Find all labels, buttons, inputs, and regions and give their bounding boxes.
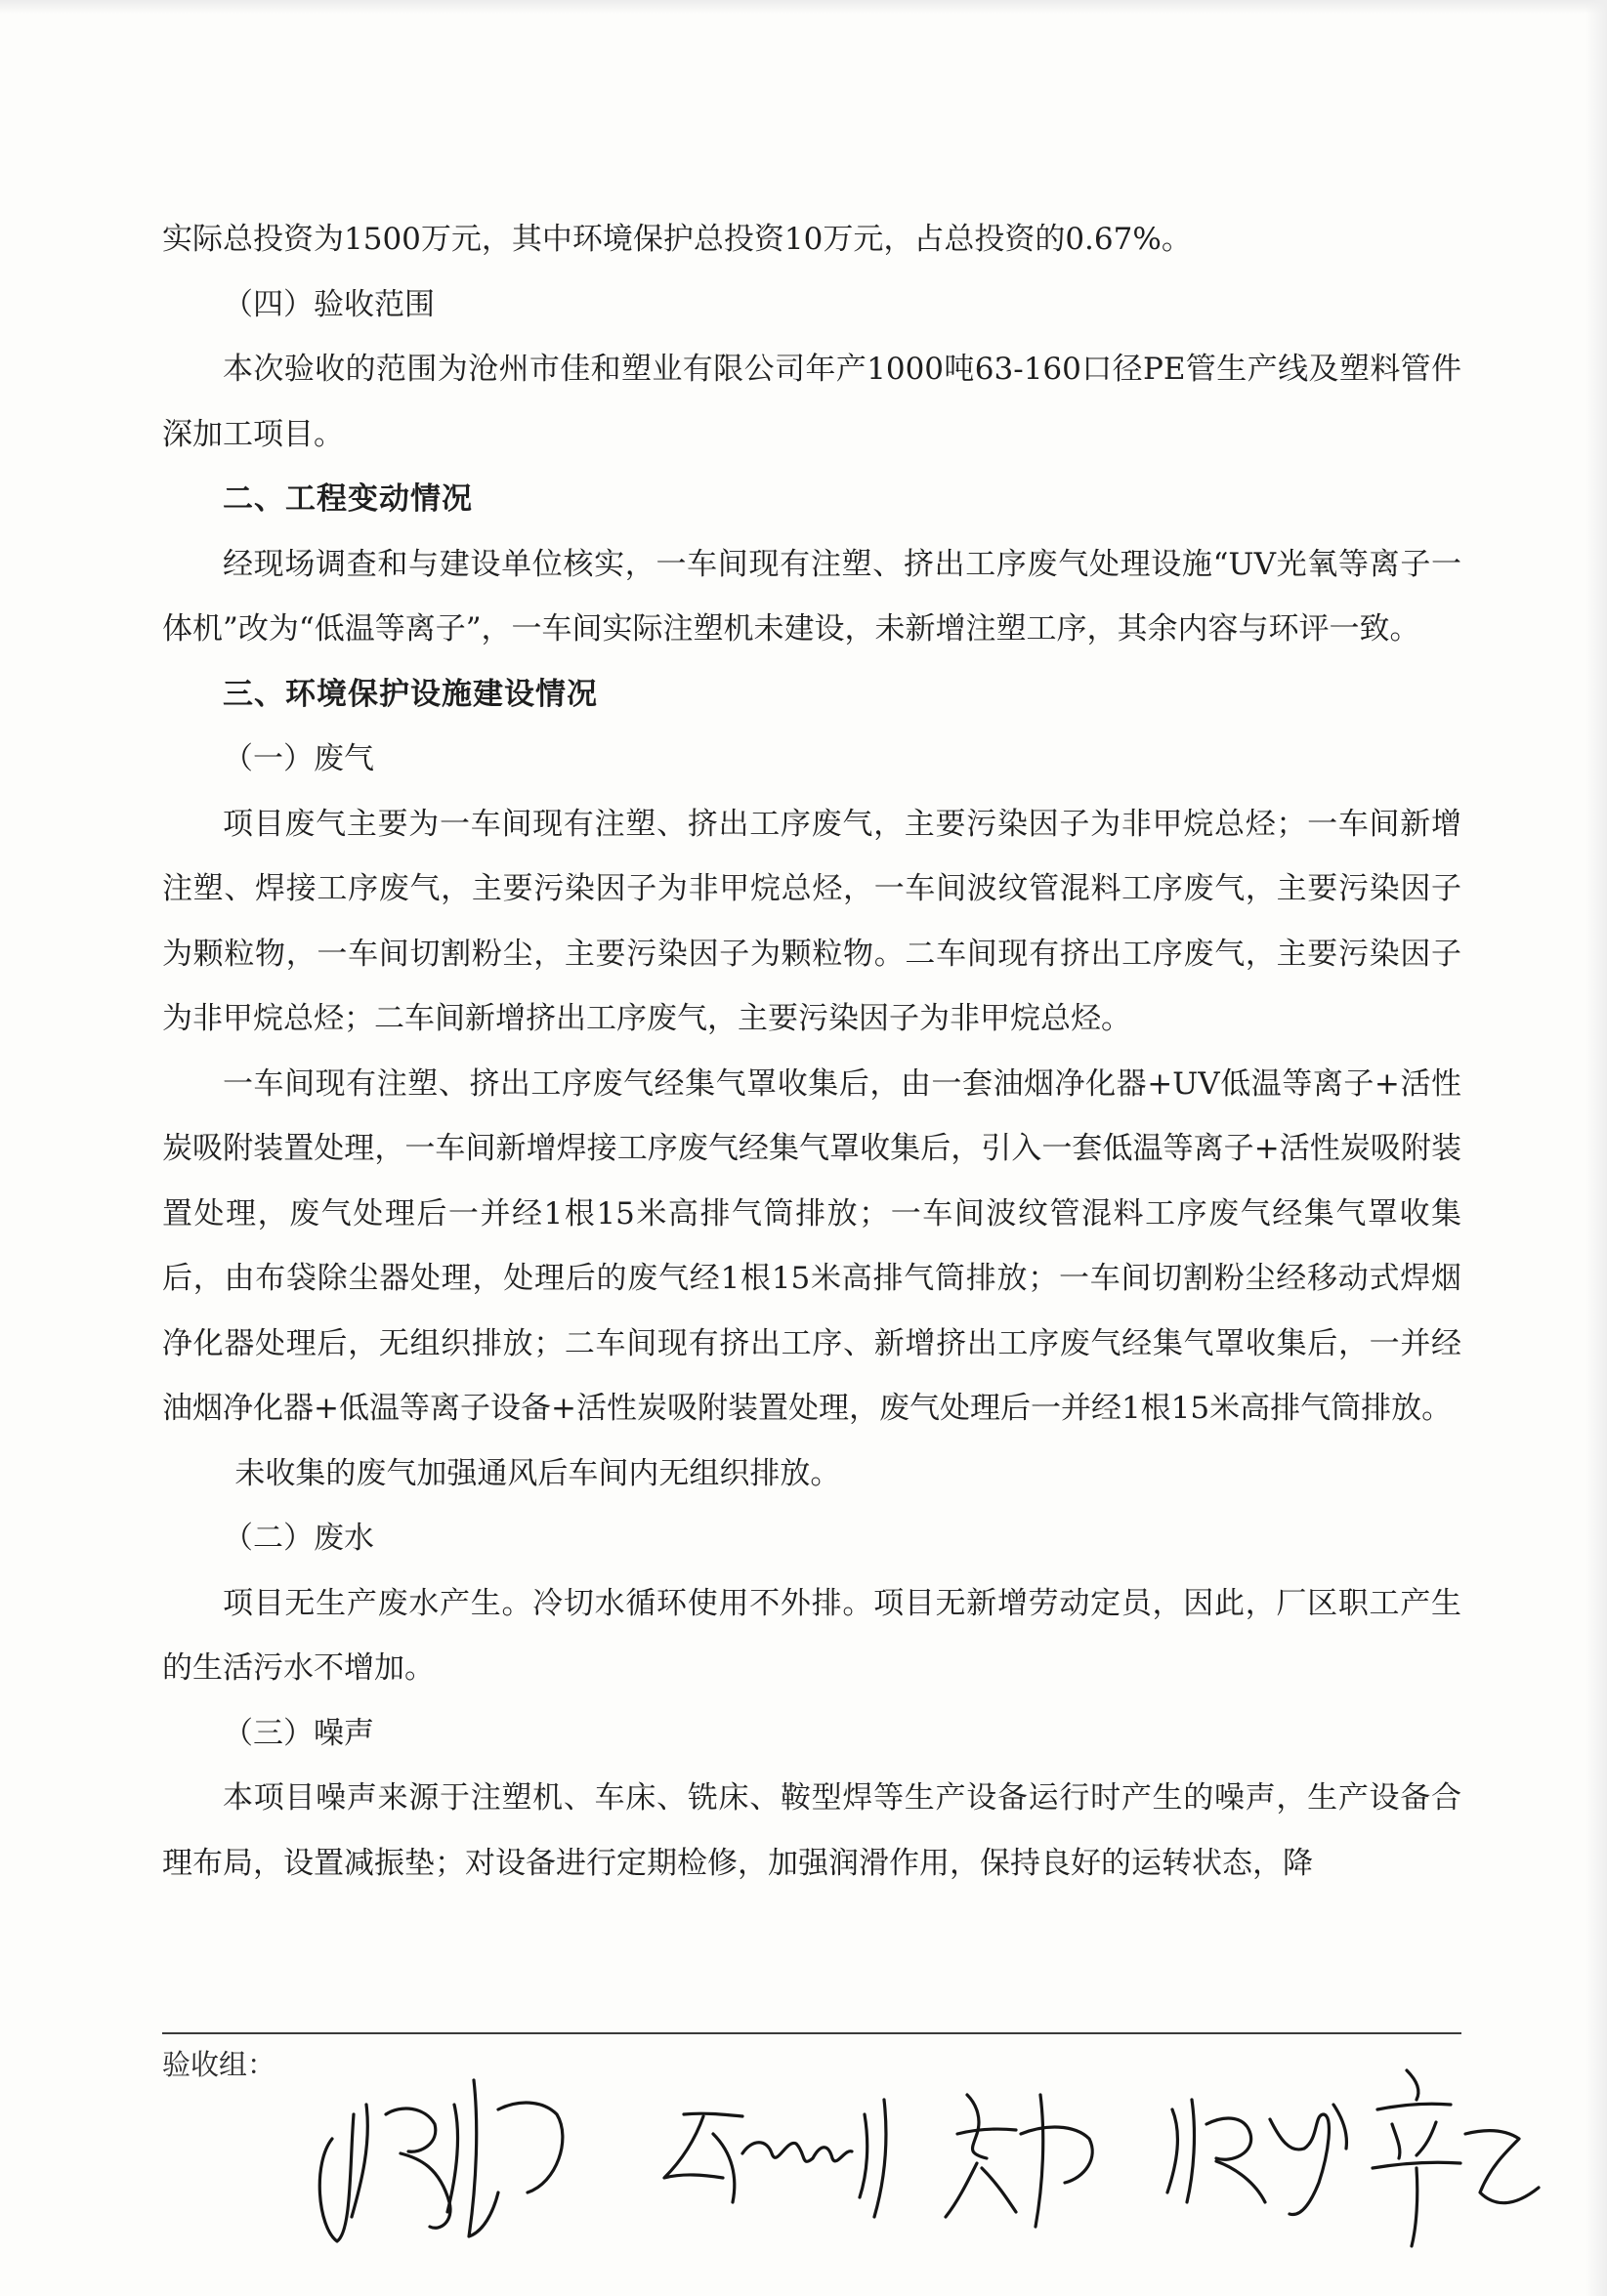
paragraph-engineering-changes: 经现场调查和与建设单位核实，一车间现有注塑、挤出工序废气处理设施“UV光氧等离子一体机”改为“低温等离子”，一车间实际注塑机未建设，未新增注塑工序，其余内容与环评一致。 <box>162 546 1461 647</box>
heading-engineering-changes: 二、工程变动情况 <box>223 481 473 517</box>
subheading-wastewater: （二）废水 <box>223 1521 374 1556</box>
subheading-acceptance-scope: （四）验收范围 <box>223 286 435 322</box>
scan-edge-right <box>1586 0 1607 2296</box>
subheading-exhaust-gas: （一）废气 <box>223 741 374 776</box>
signature-area <box>293 2046 1563 2251</box>
signature-2 <box>664 2100 886 2217</box>
acceptance-team-label: 验收组： <box>162 2048 276 2081</box>
signature-5 <box>1373 2070 1539 2246</box>
signature-1 <box>319 2080 563 2241</box>
document-body <box>162 207 1461 1896</box>
footer-divider <box>162 2032 1461 2034</box>
scan-edge-top <box>0 0 1607 14</box>
paragraph-acceptance-scope: 本次验收的范围为沧州市佳和塑业有限公司年产1000吨63-160口径PE管生产线及塑料管件深加工项目。 <box>162 352 1461 452</box>
subheading-noise: （三）噪声 <box>223 1715 374 1751</box>
paragraph-wastewater: 项目无生产废水产生。冷切水循环使用不外排。项目无新增劳动定员，因此，厂区职工产生的生活污水不增加。 <box>162 1585 1461 1686</box>
signature-4 <box>1167 2100 1346 2215</box>
handwritten-signatures <box>293 2046 1563 2251</box>
paragraph-exhaust-treatment: 一车间现有注塑、挤出工序废气经集气罩收集后，由一套油烟净化器+UV低温等离子+活性炭吸附装置处理，一车间新增焊接工序废气经集气罩收集后，引入一套低温等离子+活性炭吸附装置处理，废气处理后一并经1根15米高排气筒排放；一车间波纹管混料工序废气经集气罩收集后，由布袋除尘器处理，处理后的废气经1根15米高排气筒排放；一车间切割粉尘经移动式焊烟净化器处理后，无组织排放；二车间现有挤出工序、新增挤出工序废气经集气罩收集后，一并经油烟净化器+低温等离子设备+活性炭吸附装置处理，废气处理后一并经1根15米高排气筒排放。 <box>162 1065 1461 1426</box>
paragraph-uncollected-gas: 未收集的废气加强通风后车间内无组织排放。 <box>234 1455 841 1491</box>
paragraph-investment: 实际总投资为1500万元，其中环境保护总投资10万元，占总投资的0.67%。 <box>162 222 1192 257</box>
paragraph-noise: 本项目噪声来源于注塑机、车床、铣床、鞍型焊等生产设备运行时产生的噪声，生产设备合理布局，设置减振垫；对设备进行定期检修，加强润滑作用，保持良好的运转状态，降 <box>162 1780 1461 1881</box>
paragraph-exhaust-sources: 项目废气主要为一车间现有注塑、挤出工序废气，主要污染因子为非甲烷总烃；一车间新增注塑、焊接工序废气，主要污染因子为非甲烷总烃，一车间波纹管混料工序废气，主要污染因子为颗粒物，一车间切割粉尘，主要污染因子为颗粒物。二车间现有挤出工序废气，主要污染因子为非甲烷总烃；二车间新增挤出工序废气，主要污染因子为非甲烷总烃。 <box>162 806 1461 1036</box>
heading-environmental-facilities: 三、环境保护设施建设情况 <box>223 676 598 712</box>
signature-3 <box>946 2095 1092 2227</box>
